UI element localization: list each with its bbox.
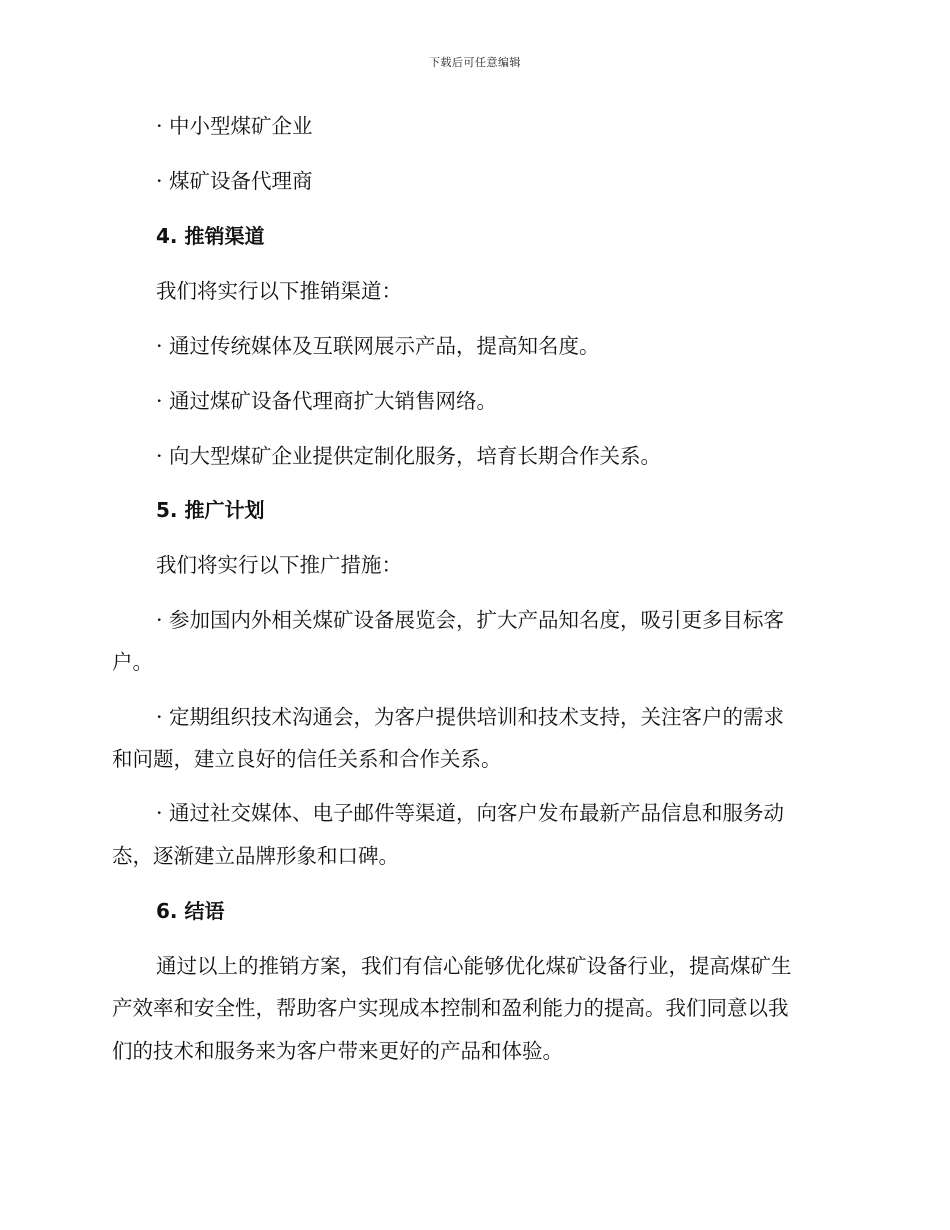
bullet-item: · 定期组织技术沟通会，为客户提供培训和技术支持，关注客户的需求 — [156, 705, 785, 729]
section-heading: 4. 推销渠道 — [156, 224, 265, 248]
paragraph: 我们将实行以下推广措施： — [156, 553, 402, 577]
bullet-item: · 参加国内外相关煤矿设备展览会，扩大产品知名度，吸引更多目标客 — [156, 608, 785, 632]
bullet-item: · 向大型煤矿企业提供定制化服务，培育长期合作关系。 — [156, 444, 662, 468]
bullet-item: · 通过煤矿设备代理商扩大销售网络。 — [156, 389, 498, 413]
section-heading: 5. 推广计划 — [156, 498, 265, 522]
paragraph: 我们将实行以下推销渠道： — [156, 279, 402, 303]
bullet-item-continued: 态，逐渐建立品牌形象和口碑。 — [112, 844, 399, 868]
bullet-item: · 中小型煤矿企业 — [156, 114, 313, 138]
bullet-item: · 通过传统媒体及互联网展示产品，提高知名度。 — [156, 334, 600, 358]
section-heading: 6. 结语 — [156, 899, 225, 923]
bullet-item: · 通过社交媒体、电子邮件等渠道，向客户发布最新产品信息和服务动 — [156, 801, 785, 825]
paragraph: 通过以上的推销方案，我们有信心能够优化煤矿设备行业，提高煤矿生 — [156, 954, 792, 978]
bullet-item: · 煤矿设备代理商 — [156, 169, 313, 193]
bullet-item-continued: 户。 — [112, 650, 153, 674]
paragraph-continued: 产效率和安全性，帮助客户实现成本控制和盈利能力的提高。我们同意以我 — [112, 996, 789, 1020]
paragraph-continued: 们的技术和服务来为客户带来更好的产品和体验。 — [112, 1039, 563, 1063]
bullet-item-continued: 和问题，建立良好的信任关系和合作关系。 — [112, 747, 502, 771]
page-header: 下载后可任意编辑 — [429, 56, 521, 69]
